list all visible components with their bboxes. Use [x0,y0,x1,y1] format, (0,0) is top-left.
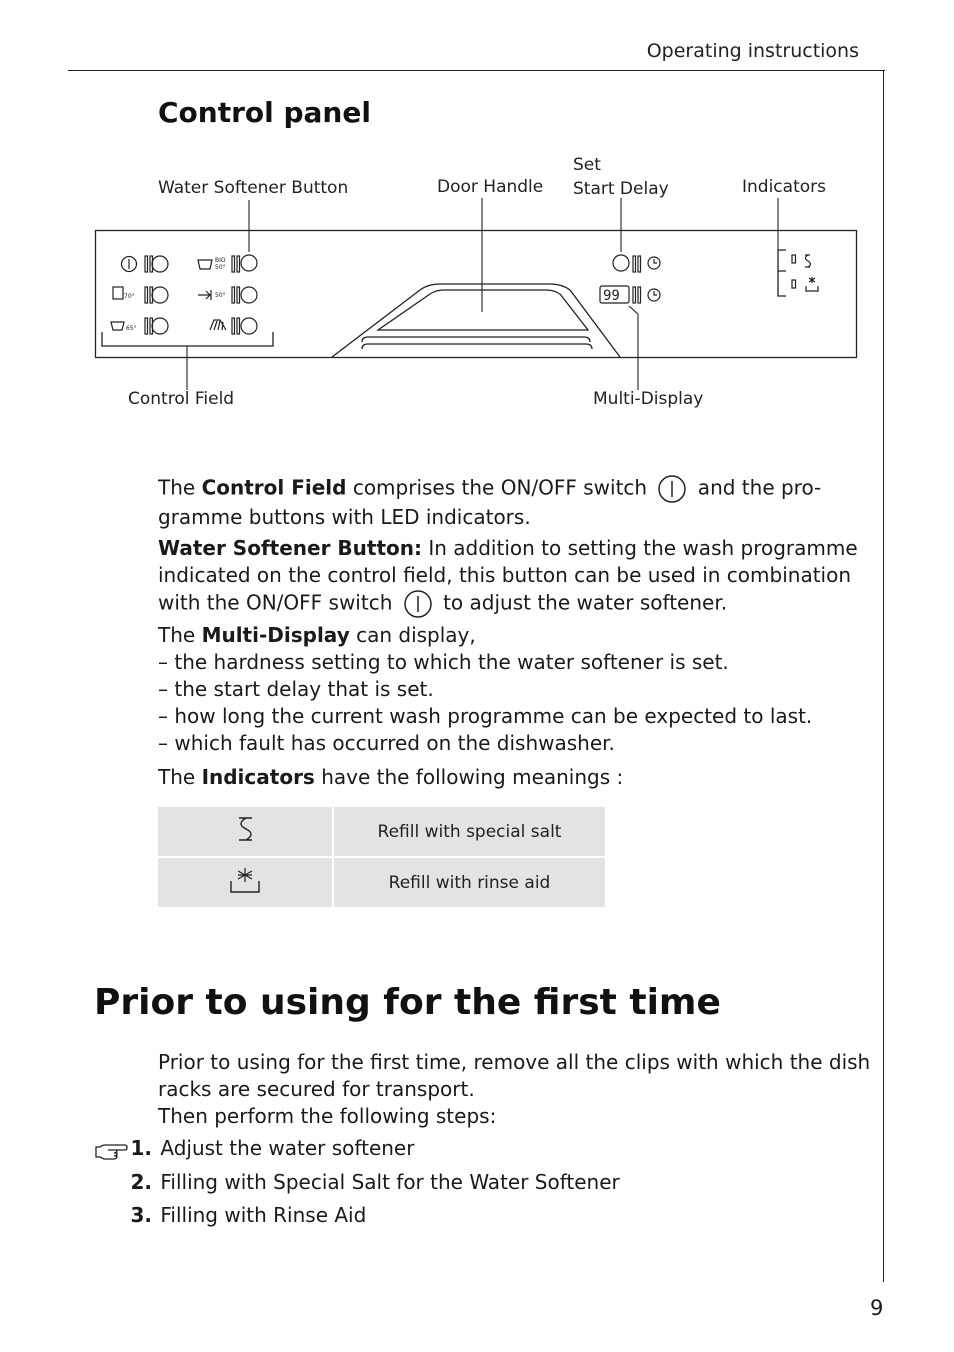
list-item: 3. Filling with Rinse Aid [130,1203,367,1227]
door-handle-inner [378,290,588,330]
table-row [158,858,605,907]
page-number: 9 [870,1296,884,1320]
label-control-field: Control Field [128,389,235,409]
label-set-start-delay: Set Start Delay [573,155,669,199]
start-delay-button [613,255,629,271]
list-item: – how long the current wash programme can be expected to last. [158,704,813,728]
label-water-softener-button: Water Softener Button [158,178,349,198]
paragraph-indicators: The Indicators have the following meanings : [158,765,624,789]
list-item: 1. Adjust the water softener [130,1136,415,1160]
indicator-table [158,807,605,907]
svg-text:BIO: BIO [215,257,226,264]
salt-indicator-icon [805,255,811,267]
svg-text:50°: 50° [215,292,226,299]
table-row [158,807,605,858]
indicator-meaning: Refill with special salt [334,807,605,858]
list-item: – which fault has occurred on the dishwasher. [158,731,615,755]
onoff-button [152,256,168,272]
paragraph-control-field: The Control Field comprises the ON/OFF switch and the pro-gramme buttons with LED indicators. [158,475,822,529]
rinse-aid-indicator-icon [228,865,262,895]
label-multi-display: Multi-Display [593,389,704,409]
first-use-heading: Prior to using for the first time [94,982,721,1023]
salt-indicator-icon [230,814,260,844]
door-handle-outer [332,284,620,357]
svg-text:50°: 50° [215,264,226,271]
svg-text:70°: 70° [124,293,135,300]
list-item: – the hardness setting to which the water softener is set. [158,650,729,674]
list-item: 2. Filling with Special Salt for the Water Softener [130,1170,620,1194]
paragraph-water-softener: Water Softener Button: In addition to setting the wash programme indicated on the control field, this button can be used in combination with the ON/OFF switch to adjust the water softener. [158,535,858,619]
water-softener-button [241,255,257,271]
rinse-aid-indicator-icon [806,277,818,291]
handle-groove-2 [362,344,592,349]
control-panel-heading: Control panel [158,96,371,129]
paragraph-first-use-intro: Prior to using for the first time, remove all the clips with which the dish racks are secured for transport. Then perform the following steps: [158,1050,871,1128]
onoff-switch-icon [403,589,433,619]
running-header: Operating instructions [646,40,859,62]
indicator-meaning: Refill with rinse aid [334,858,605,907]
svg-text:65°: 65° [126,325,137,332]
programme-buttons [111,255,818,334]
pointing-hand-icon [94,1141,128,1161]
onoff-switch-icon [657,474,687,504]
display-digits: 99 [603,288,620,304]
handle-groove-1 [362,337,590,342]
label-indicators: Indicators [742,177,826,197]
label-door-handle: Door Handle [437,177,544,197]
list-item: – the start delay that is set. [158,677,434,701]
paragraph-multi-display: The Multi-Display can display, – the hardness setting to which the water softener is set. – the start delay that is set. – how long the current wash programme can be expected to last. – which fault has occurred on the dishwasher. [158,622,858,757]
control-panel-diagram [0,0,954,440]
